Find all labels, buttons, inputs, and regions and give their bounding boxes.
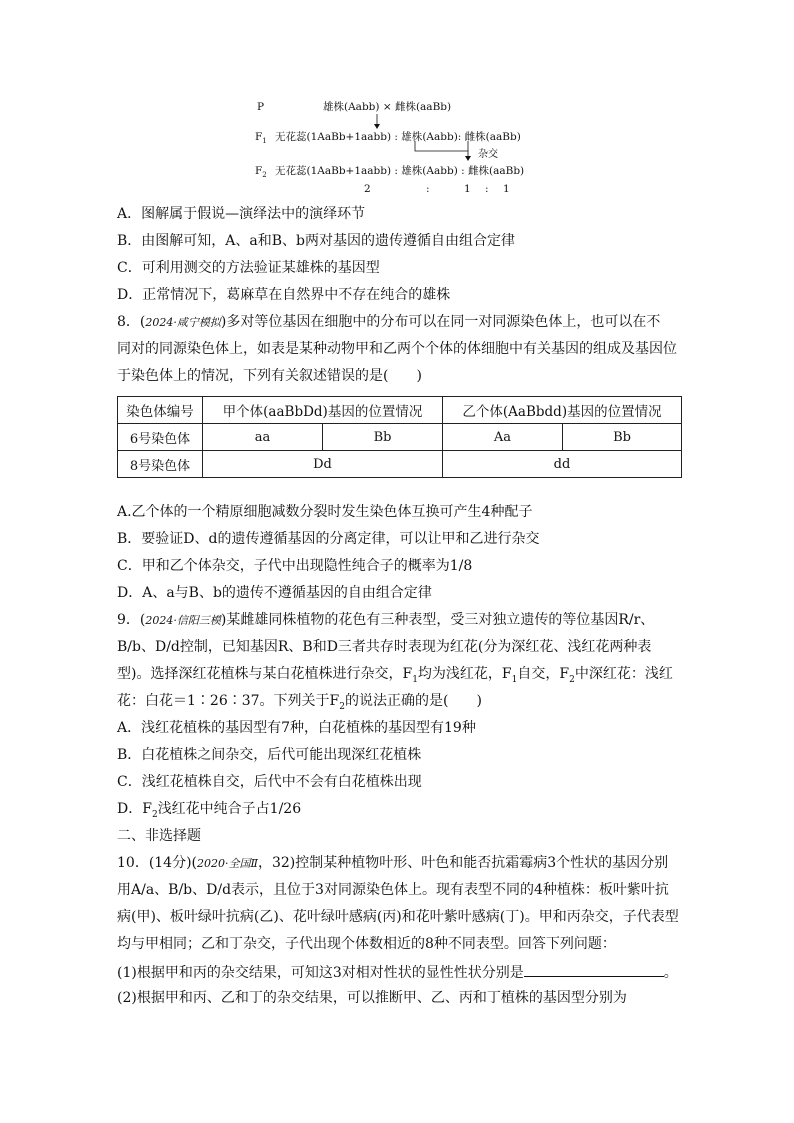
ratio-colon: : — [485, 183, 489, 195]
table-cell: 6号染色体 — [118, 424, 203, 451]
q9-stem-line1: 9．(2024·信阳三模)某雌雄同株植物的花色有三种表型，受三对独立遗传的等位基因R/r、 — [117, 612, 655, 628]
table-cell: 8号染色体 — [118, 451, 203, 478]
q8-stem-line3: 于染色体上的情况，下列有关叙述错误的是( ) — [117, 368, 422, 384]
q10-sub2: (2)根据甲和丙、乙和丁的杂交结果，可以推断甲、乙、丙和丁植株的基因型分别为 — [117, 990, 627, 1006]
q10-stem-line2: 用A/a、B/b、D/d表示，且位于3对同源染色体上。现有表型不同的4种植株：板叶紫叶抗 — [117, 882, 669, 898]
q8-stem-line2: 同对的同源染色体上，如表是某种动物甲和乙两个个体的体细胞中有关基因的组成及基因位 — [117, 341, 677, 357]
cross-diagram — [250, 96, 550, 198]
q10-sub1: (1)根据甲和丙的杂交结果，可知这3对相对性状的显性性状分别是 。 — [117, 962, 678, 982]
table-header-cell: 乙个体(AaBbdd)基因的位置情况 — [443, 397, 682, 424]
f1-offspring: 无花蕊(1AaBb+1aabb) : 雄株(Aabb): 雌株(aaBb) — [275, 131, 521, 143]
ratio-value: 1 — [464, 183, 471, 195]
q10-stem-line3: 病(甲)、板叶绿叶抗病(乙)、花叶绿叶感病(丙)和花叶紫叶感病(丁)。甲和丙杂交，子代表型 — [117, 909, 679, 925]
q9-stem-line2: B/b、D/d控制，已知基因R、B和D三者共存时表现为红花(分为深红花、浅红花两种表 — [117, 639, 652, 655]
table-cell: aa — [203, 424, 323, 451]
table-cell: Aa — [443, 424, 563, 451]
table-header-row — [118, 397, 682, 424]
q10-stem-line4: 均与甲相同；乙和丁杂交，子代出现个体数相近的8种不同表型。回答下列问题： — [117, 936, 616, 952]
table-header-cell: 染色体编号 — [118, 397, 203, 424]
q10-stem-line1: 10．(14分)(2020·全国Ⅱ，32)控制某种植物叶形、叶色和能否抗霜霉病3个性状的基因分别 — [117, 855, 669, 871]
table-row — [118, 424, 682, 451]
q9-option-a: A．浅红花植株的基因型有7种，白花植株的基因型有19种 — [117, 720, 476, 736]
table-cell: Dd — [203, 451, 443, 478]
table-cell: Bb — [563, 424, 682, 451]
q9-source: 2024·信阳三模 — [145, 614, 221, 627]
q7-option-c: C．可利用测交的方法验证某雄株的基因型 — [117, 260, 380, 276]
section-heading: 二、非选择题 — [117, 828, 201, 844]
q8-source: 2024·咸宁模拟 — [145, 316, 221, 329]
q7-option-a: A．图解属于假说—演绎法中的演绎环节 — [117, 206, 366, 222]
ratio-value: 2 — [364, 183, 371, 195]
q10-source: 2020·全国Ⅱ — [197, 857, 258, 870]
f2-offspring: 无花蕊(1AaBb+1aabb) : 雄株(Aabb) : 雌株(aaBb) — [275, 165, 525, 177]
f1-boxed-male: (Aabb) — [422, 131, 458, 143]
q8-option-c: C．甲和乙个体杂交，子代中出现隐性纯合子的概率为1/8 — [117, 558, 473, 574]
ratio-colon: : — [426, 183, 430, 195]
q8-option-b: B．要验证D、d的遗传遵循基因的分离定律，可以让甲和乙进行杂交 — [117, 531, 540, 547]
p-cross: 雄株(Aabb) × 雌株(aaBb) — [323, 101, 452, 113]
generation-f2: $F_2$ — [255, 165, 267, 180]
table-row — [118, 451, 682, 478]
generation-f1: $F_1$ — [255, 131, 267, 146]
q8-option-a: A.乙个体的一个精原细胞减数分裂时发生染色体互换可产生4种配子 — [117, 504, 533, 520]
q9-option-b: B．白花植株之间杂交，后代可能出现深红花植株 — [117, 747, 422, 763]
gene-location-table — [117, 396, 682, 478]
table-header-cell: 甲个体(aaBbDd)基因的位置情况 — [203, 397, 443, 424]
table-cell: Bb — [323, 424, 443, 451]
cross-label: 杂交 — [478, 149, 498, 160]
generation-p: P — [257, 101, 265, 113]
ratio-value: 1 — [503, 183, 510, 195]
table-cell: dd — [443, 451, 682, 478]
q8-stem-line1: 8．(2024·咸宁模拟)多对等位基因在细胞中的分布可以在同一对同源染色体上，也可以在不 — [117, 314, 661, 330]
q7-option-b: B．由图解可知，A、a和B、b两对基因的遗传遵循自由组合定律 — [117, 233, 515, 249]
answer-blank[interactable] — [524, 962, 664, 977]
q9-option-c: C．浅红花植株自交，后代中不会有白花植株出现 — [117, 774, 422, 790]
q9-stem-line4: 花：白花＝1∶26∶37。下列关于$F_2$的说法正确的是( ) — [117, 693, 482, 712]
q8-option-d: D．A、a与B、b的遗传不遵循基因的自由组合定律 — [117, 585, 432, 601]
q9-option-d: D．$F_2$浅红花中纯合子占1/26 — [117, 801, 302, 820]
q7-option-d: D．正常情况下，葛麻草在自然界中不存在纯合的雄株 — [117, 287, 451, 303]
q9-stem-line3: 型)。选择深红花植株与某白花植株进行杂交，$F_1$均为浅红花，$F_1$自交，$F_2$中深红花：浅红 — [117, 666, 673, 685]
